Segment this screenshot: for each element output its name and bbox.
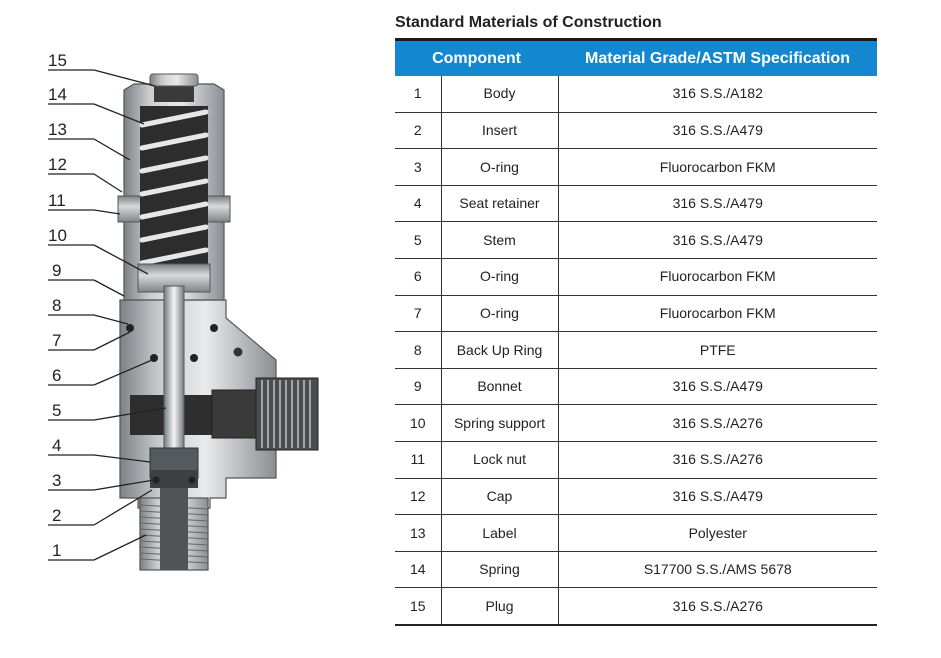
row-component: Stem [441, 222, 558, 259]
table-row [395, 515, 877, 552]
callout-2: 2 [52, 506, 62, 525]
row-material: 316 S.S./A182 [558, 76, 877, 112]
callout-7: 7 [52, 331, 62, 350]
callout-3: 3 [52, 471, 62, 490]
row-component: Label [441, 515, 558, 552]
row-component: Insert [441, 112, 558, 149]
callout-numbers [48, 51, 67, 560]
row-material: 316 S.S./A479 [558, 478, 877, 515]
table-row [395, 258, 877, 295]
callout-1: 1 [52, 541, 62, 560]
row-component: O-ring [441, 258, 558, 295]
row-component: Body [441, 76, 558, 112]
row-material: 316 S.S./A479 [558, 112, 877, 149]
table-row [395, 222, 877, 259]
row-material: 316 S.S./A276 [558, 405, 877, 442]
table-row [395, 149, 877, 186]
row-number: 1 [395, 76, 441, 112]
row-number: 11 [395, 441, 441, 478]
callout-9: 9 [52, 261, 62, 280]
row-material: PTFE [558, 332, 877, 369]
callout-6: 6 [52, 366, 62, 385]
bonnet-and-cap [118, 74, 230, 300]
materials-table [395, 38, 877, 626]
table-header-row [395, 40, 877, 77]
row-number: 7 [395, 295, 441, 332]
table-row [395, 112, 877, 149]
row-number: 4 [395, 185, 441, 222]
callout-10: 10 [48, 226, 67, 245]
row-material: S17700 S.S./AMS 5678 [558, 551, 877, 588]
row-material: 316 S.S./A276 [558, 588, 877, 625]
row-material: 316 S.S./A276 [558, 441, 877, 478]
row-number: 5 [395, 222, 441, 259]
table-row [395, 405, 877, 442]
row-component: Bonnet [441, 368, 558, 405]
row-material: 316 S.S./A479 [558, 368, 877, 405]
table-row [395, 332, 877, 369]
row-number: 15 [395, 588, 441, 625]
row-number: 8 [395, 332, 441, 369]
row-component: Plug [441, 588, 558, 625]
row-material: Fluorocarbon FKM [558, 295, 877, 332]
row-component: O-ring [441, 149, 558, 186]
table-row [395, 295, 877, 332]
row-number: 6 [395, 258, 441, 295]
table-row [395, 76, 877, 112]
row-component: O-ring [441, 295, 558, 332]
row-number: 12 [395, 478, 441, 515]
row-material: 316 S.S./A479 [558, 222, 877, 259]
row-material: Fluorocarbon FKM [558, 258, 877, 295]
table-row [395, 588, 877, 625]
header-component: Component [432, 49, 521, 67]
callout-13: 13 [48, 120, 67, 139]
row-number: 3 [395, 149, 441, 186]
callout-5: 5 [52, 401, 62, 420]
row-material: 316 S.S./A479 [558, 185, 877, 222]
callout-8: 8 [52, 296, 62, 315]
materials-panel [395, 10, 877, 626]
row-component: Back Up Ring [441, 332, 558, 369]
row-component: Lock nut [441, 441, 558, 478]
valve-cross-section-diagram [0, 0, 380, 658]
row-number: 13 [395, 515, 441, 552]
callout-4: 4 [52, 436, 62, 455]
row-component: Seat retainer [441, 185, 558, 222]
table-row [395, 368, 877, 405]
row-number: 2 [395, 112, 441, 149]
table-row [395, 441, 877, 478]
callout-11: 11 [48, 191, 66, 210]
table-row [395, 478, 877, 515]
row-component: Spring support [441, 405, 558, 442]
table-row [395, 185, 877, 222]
callout-14: 14 [48, 85, 67, 104]
row-component: Cap [441, 478, 558, 515]
callout-15: 15 [48, 51, 67, 70]
table-row [395, 551, 877, 588]
row-number: 14 [395, 551, 441, 588]
callout-12: 12 [48, 155, 67, 174]
row-number: 10 [395, 405, 441, 442]
row-material: Polyester [558, 515, 877, 552]
table-title: Standard Materials of Construction [395, 14, 662, 31]
row-component: Spring [441, 551, 558, 588]
row-material: Fluorocarbon FKM [558, 149, 877, 186]
row-number: 9 [395, 368, 441, 405]
header-material: Material Grade/ASTM Specification [585, 49, 850, 67]
